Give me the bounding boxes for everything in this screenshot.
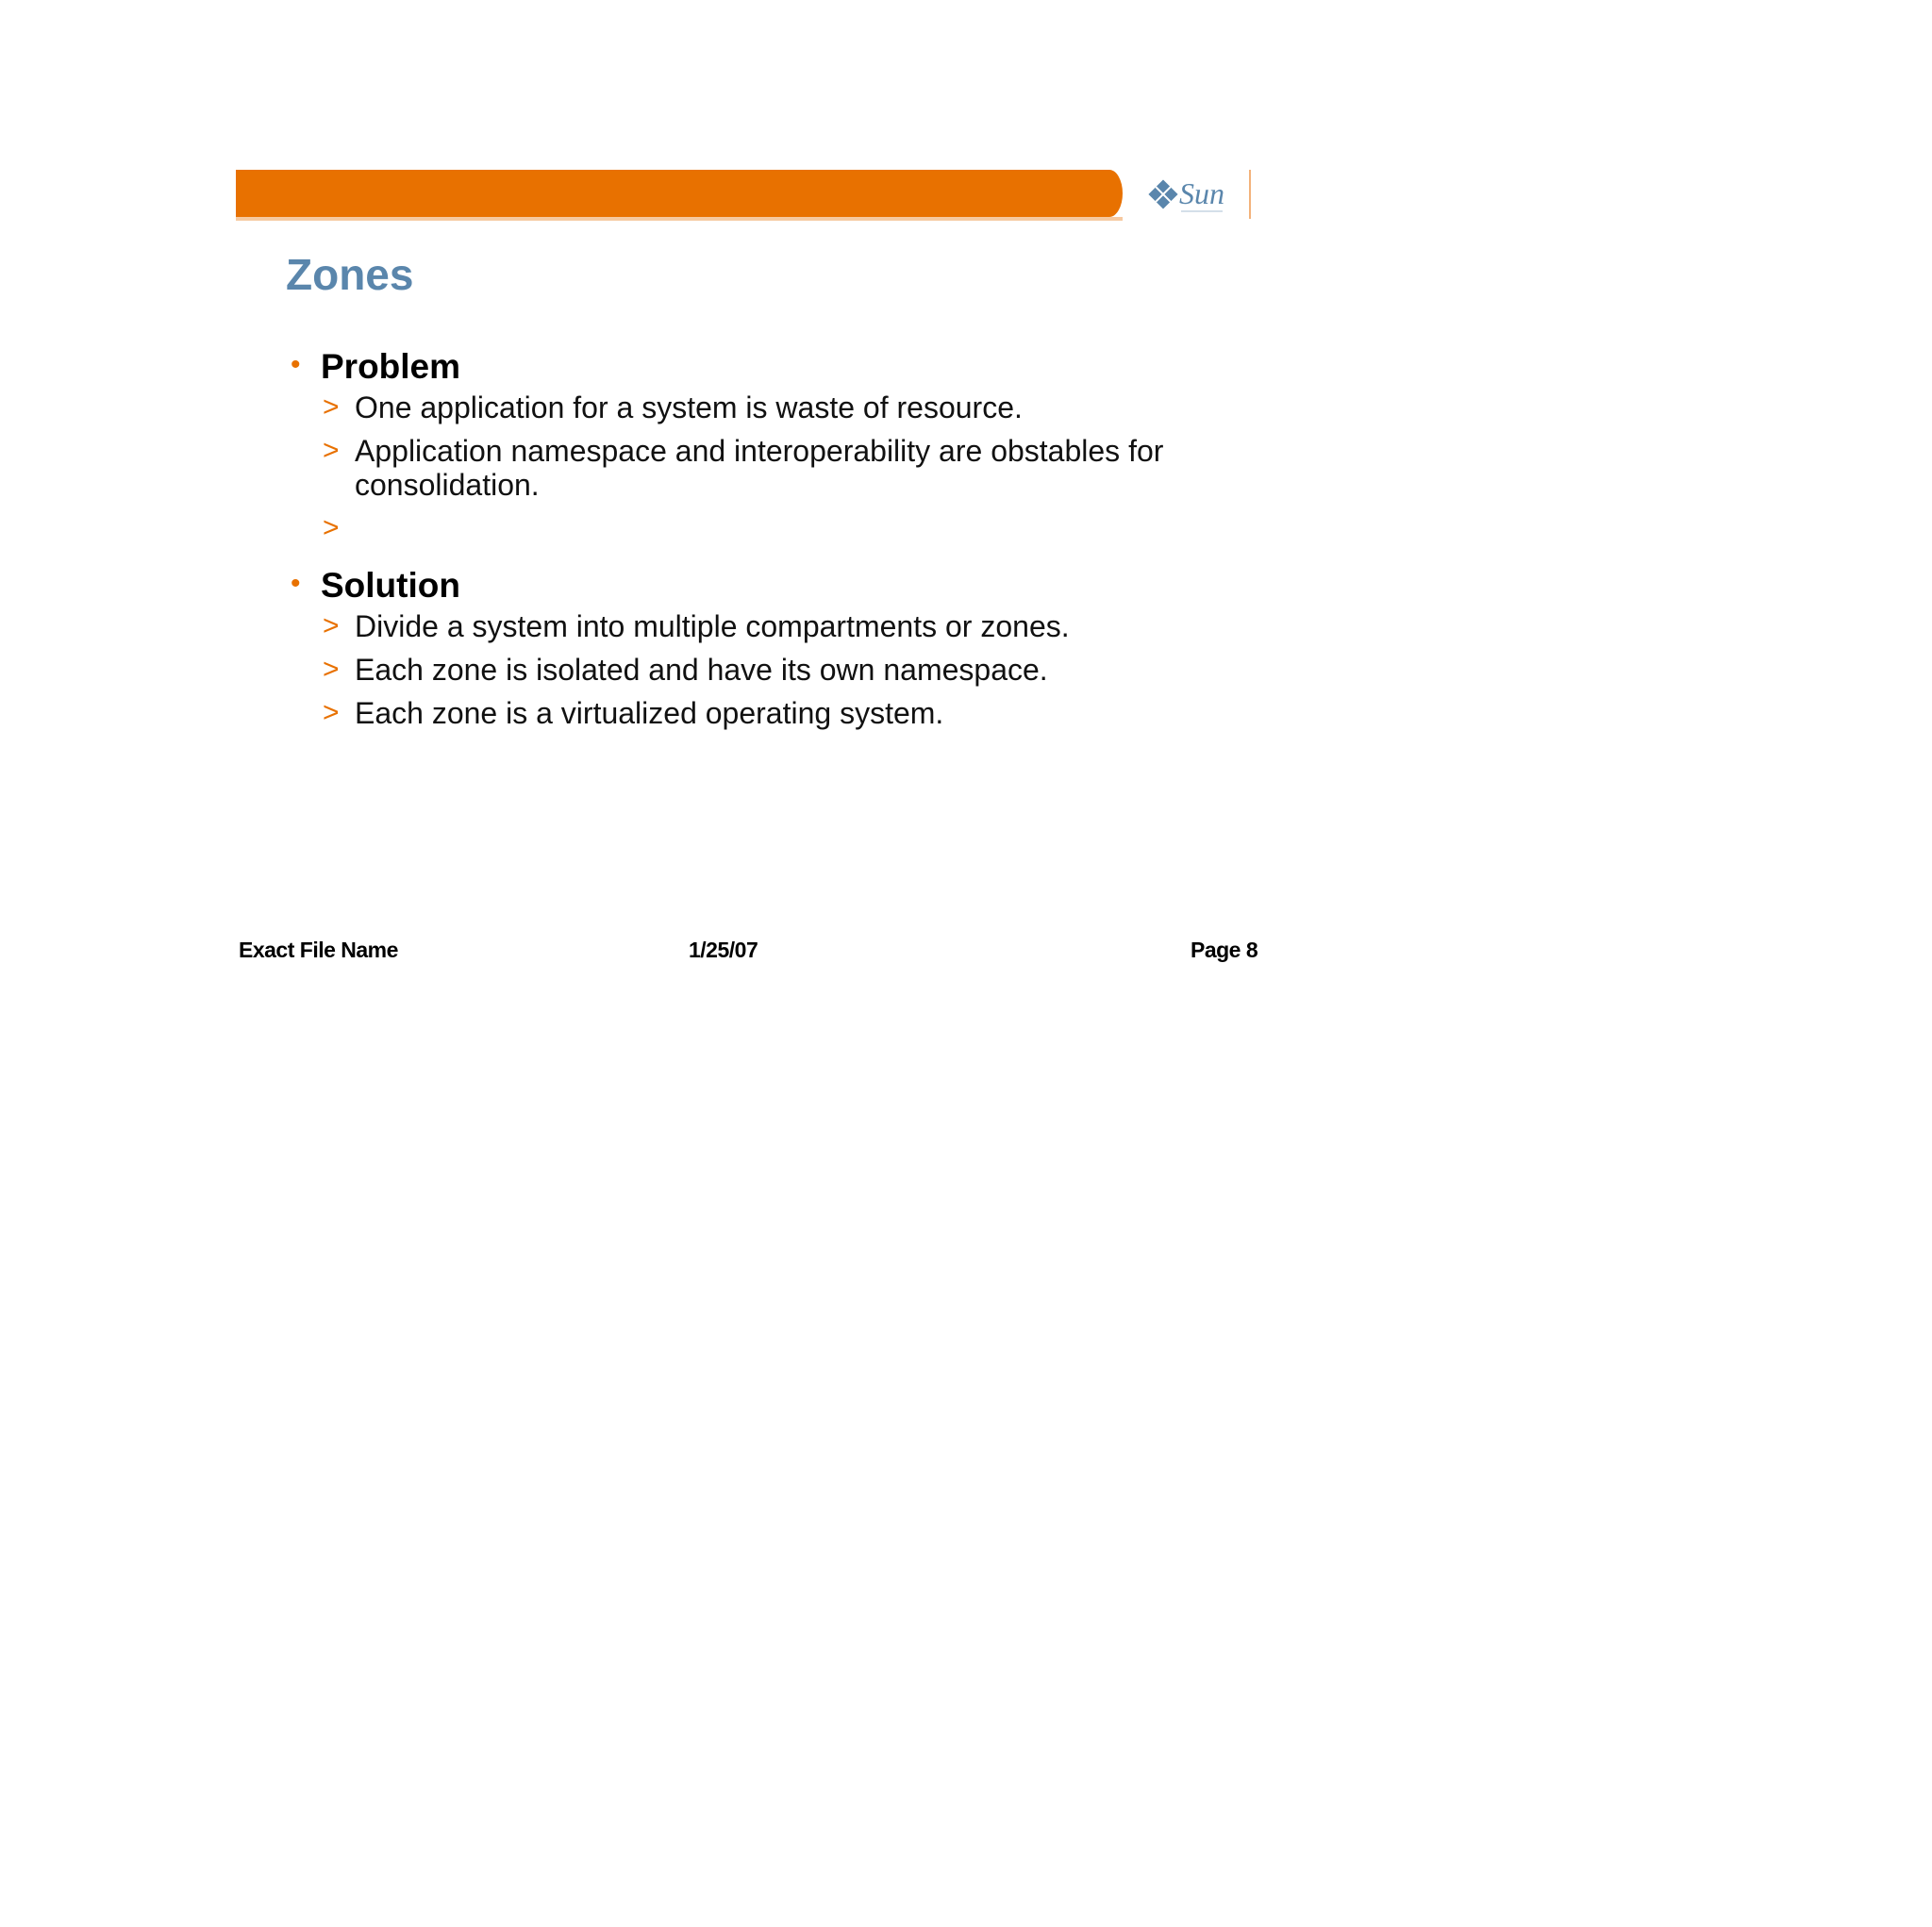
header-bar [236,170,1123,217]
section-solution [291,566,1204,739]
list-item [291,696,1204,730]
list-item-text: Each zone is isolated and have its own namespace. [355,653,1048,687]
chevron-right-icon: > [323,435,340,466]
list-item-text: Each zone is a virtualized operating system. [355,696,944,730]
footer-file-name: Exact File Name [239,938,398,962]
footer-page-number: Page 8 [1191,938,1258,962]
list-item-text: One application for a system is waste of resource. [355,390,1023,424]
section-head [291,347,1204,390]
list-item [291,390,1204,424]
chevron-right-icon: > [323,512,340,543]
slide-title: Zones [286,250,414,299]
list-item [291,434,1204,502]
slide [236,168,1258,979]
sun-logo [1147,174,1251,221]
list-item [291,653,1204,687]
section-heading: Solution [321,566,460,605]
list-item [291,511,1204,545]
logo-wordmark: Sun [1179,176,1224,210]
section-head [291,566,1204,609]
bullet-dot-icon: • [291,349,301,380]
sub-list [291,609,1204,730]
sun-logo-icon [1147,174,1251,221]
list-item-text: Divide a system into multiple compartments or zones. [355,609,1070,643]
chevron-right-icon: > [323,610,340,641]
logo-divider [1249,170,1251,219]
bullet-dot-icon: • [291,568,301,599]
chevron-right-icon: > [323,697,340,728]
sub-list [291,390,1204,545]
chevron-right-icon: > [323,391,340,423]
header-bar-shadow [236,217,1123,221]
section-heading: Problem [321,347,461,386]
section-problem [291,347,1204,555]
list-item-text: Application namespace and interoperability are obstables for consolidation. [355,434,1164,502]
footer-date: 1/25/07 [689,938,758,962]
chevron-right-icon: > [323,654,340,685]
list-item [291,609,1204,643]
